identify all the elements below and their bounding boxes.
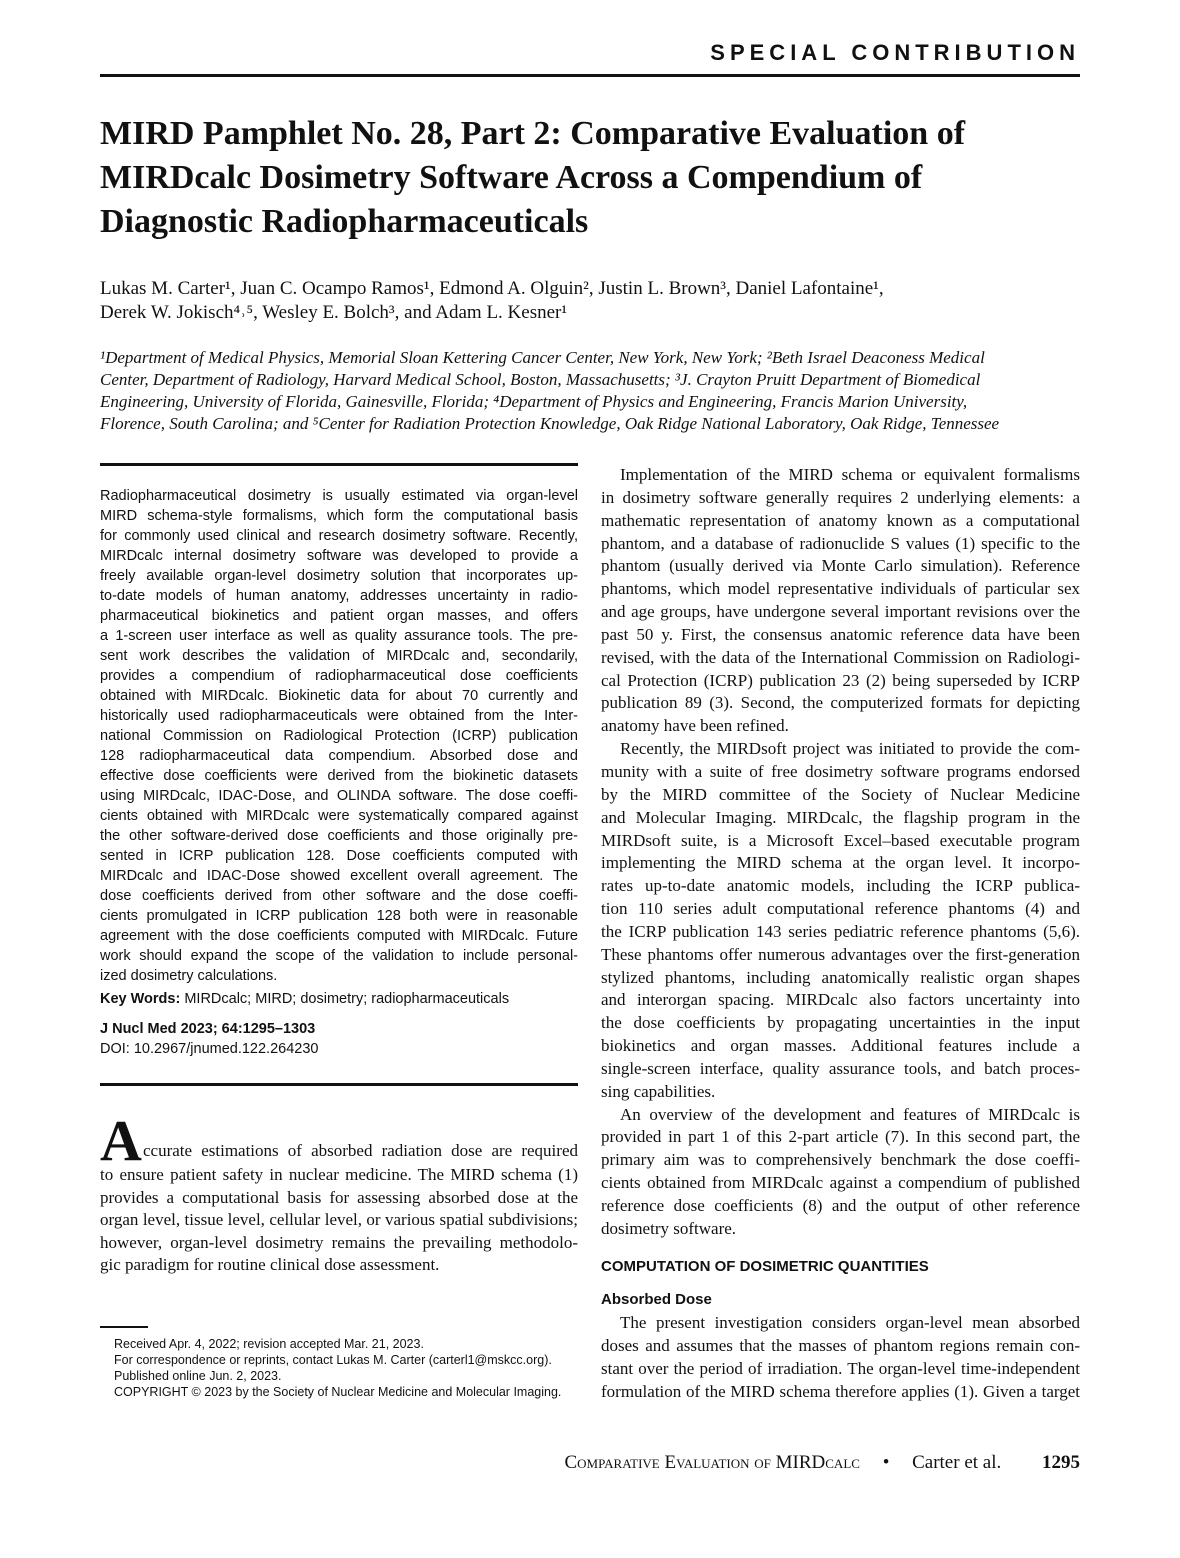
absorbed-dose-text xyxy=(601,1312,1080,1403)
footnotes xyxy=(114,1336,584,1400)
text-line: using MIRDcalc, IDAC-Dose, and OLINDA software. The dose coeffi- xyxy=(100,788,578,804)
text-line: Recently, the MIRDsoft project was initiated to provide the com- xyxy=(620,739,1080,759)
text-line: for commonly used clinical and research dosimetry software. Recently, xyxy=(100,528,578,544)
text-line: phantom, and a database of radionuclide S values (1) specific to the xyxy=(601,533,1080,553)
text-line: ized dosimetry calculations. xyxy=(100,968,278,984)
title-line: MIRD Pamphlet No. 28, Part 2: Comparative Evaluation of xyxy=(100,115,966,152)
footnote: For correspondence or reprints, contact Lukas M. Carter (carterl1@mskcc.org). xyxy=(114,1353,552,1367)
text-line: MIRDcalc internal dosimetry software was developed to provide a xyxy=(100,548,578,564)
text-line: and Molecular Imaging. MIRDcalc, the flagship program in the xyxy=(601,807,1080,827)
text-line: dose coefficients derived from other software and the dose coeffi- xyxy=(100,888,578,904)
text-line: cients obtained with MIRDcalc were systematically compared against xyxy=(100,808,578,824)
text-line: the other software-derived dose coefficients and those originally pre- xyxy=(100,828,578,844)
paragraph xyxy=(601,464,1080,738)
text-line: national Commission on Radiological Protection (ICRP) publication xyxy=(100,728,578,744)
text-line: gic paradigm for routine clinical dose assessment. xyxy=(100,1255,440,1275)
text-line: work should expand the scope of the validation to include personal- xyxy=(100,948,578,964)
affiliation-line: Center, Department of Radiology, Harvard Medical School, Boston, Massachusetts; ³J. Crayton Pruitt Department of Biomedical xyxy=(100,370,981,389)
text-line: agreement with the dose coefficients computed with MIRDcalc. Future xyxy=(100,928,578,944)
text-line: by the MIRD committee of the Society of Nuclear Medicine xyxy=(601,784,1080,804)
intro-first-line: ccurate estimations of absorbed radiation dose are required xyxy=(143,1141,578,1160)
title-line: MIRDcalc Dosimetry Software Across a Compendium of xyxy=(100,159,923,196)
text-line: however, organ-level dosimetry remains the prevailing methodolo- xyxy=(100,1232,578,1252)
text-line: to ensure patient safety in nuclear medicine. The MIRD schema (1) xyxy=(100,1165,578,1184)
right-column-body xyxy=(601,464,1080,1241)
text-line: An overview of the development and features of MIRDcalc is xyxy=(620,1104,1080,1124)
keywords-label: Key Words: xyxy=(100,991,181,1007)
subsection-heading: Absorbed Dose xyxy=(601,1291,712,1308)
footnote: COPYRIGHT © 2023 by the Society of Nuclear Medicine and Molecular Imaging. xyxy=(114,1385,562,1399)
author-line: Derek W. Jokisch⁴˒⁵, Wesley E. Bolch³, and Adam L. Kesner¹ xyxy=(100,302,568,323)
text-line: cients obtained from MIRDcalc against a compendium of published xyxy=(601,1173,1080,1193)
text-line: revised, with the data of the International Commission on Radiologi- xyxy=(601,647,1080,667)
journal-citation: J Nucl Med 2023; 64:1295–1303 xyxy=(100,1021,316,1037)
introduction xyxy=(100,1108,578,1277)
abstract xyxy=(100,486,578,986)
article-title xyxy=(100,112,1090,244)
text-line: Implementation of the MIRD schema or equivalent formalisms xyxy=(620,465,1080,484)
text-line: pharmaceutical biokinetics and patient organ masses, and offers xyxy=(100,608,578,624)
text-line: stant over the period of irradiation. The organ-level time-independent xyxy=(601,1358,1080,1378)
text-line: organ level, tissue level, cellular level, or various spatial subdivisions; xyxy=(100,1210,578,1230)
affiliations xyxy=(100,347,1090,435)
text-line: reference dose coefficients (8) and the output of other reference xyxy=(601,1196,1080,1215)
text-line: The present investigation considers organ-level mean absorbed xyxy=(620,1313,1080,1332)
text-line: Radiopharmaceutical dosimetry is usually estimated via organ-level xyxy=(100,488,578,504)
abstract-top-rule xyxy=(100,463,578,466)
text-line: dosimetry software. xyxy=(601,1218,737,1238)
header-rule xyxy=(100,74,1080,77)
title-line: Diagnostic Radiopharmaceuticals xyxy=(100,203,589,240)
footer-bullet: • xyxy=(882,1452,890,1473)
text-line: MIRD schema-style formalisms, which form the computational basis xyxy=(100,508,578,524)
citation xyxy=(100,1019,578,1059)
text-line: provides a compendium of radiopharmaceutical dose coefficients xyxy=(100,668,578,684)
text-line: the dose coefficients by propagating uncertainties in the input xyxy=(601,1013,1080,1033)
text-line: to-date models of human anatomy, addresses uncertainty in radio- xyxy=(100,588,578,604)
affiliation-line: Engineering, University of Florida, Gainesville, Florida; ⁴Department of Physics and Engineering, Francis Marion University, xyxy=(100,392,968,411)
text-line: 128 radiopharmaceutical data compendium. Absorbed dose and xyxy=(100,748,578,764)
text-line: provided in part 1 of this 2-part article (7). In this second part, the xyxy=(601,1127,1080,1147)
text-line: sent work describes the validation of MIRDcalc and, secondarily, xyxy=(100,648,578,664)
text-line: the ICRP publication 143 series pediatric reference phantoms (5,6). xyxy=(601,921,1080,941)
text-line: MIRDsoft suite, is a Microsoft Excel–based executable program xyxy=(601,830,1080,850)
author-line: Lukas M. Carter¹, Juan C. Ocampo Ramos¹, Edmond A. Olguin², Justin L. Brown³, Daniel Lafontaine¹, xyxy=(100,278,884,299)
text-line: a 1-screen user interface as well as quality assurance tools. The pre- xyxy=(100,628,578,644)
text-line: stylized phantoms, including anatomically realistic organ shapes xyxy=(601,967,1080,987)
text-line: and interorgan spacing. MIRDcalc also factors uncertainty into xyxy=(601,990,1080,1010)
text-line: past 50 y. First, the consensus anatomic reference data have been xyxy=(601,624,1080,644)
footnote-rule xyxy=(100,1326,148,1328)
author-list xyxy=(100,277,1090,325)
keywords xyxy=(100,989,578,1009)
text-line: phantoms, which model representative individuals of particular sex xyxy=(601,579,1080,599)
text-line: MIRDcalc and IDAC-Dose showed excellent overall agreement. The xyxy=(100,868,578,884)
text-line: phantom (usually derived via Monte Carlo simulation). Reference xyxy=(601,556,1080,576)
text-line: primary aim was to comprehensively benchmark the dose coeffi- xyxy=(601,1150,1080,1170)
text-line: implementing the MIRD schema at the organ level. It incorpo- xyxy=(601,853,1080,873)
footnote: Published online Jun. 2, 2023. xyxy=(114,1369,282,1383)
text-line: sented in ICRP publication 128. Dose coefficients computed with xyxy=(100,848,578,864)
page-number: 1295 xyxy=(1042,1452,1080,1473)
text-line: effective dose coefficients were derived from the biokinetic datasets xyxy=(100,768,578,784)
text-line: biokinetics and organ masses. Additional features include a xyxy=(601,1036,1080,1056)
text-line: munity with a suite of free dosimetry software programs endorsed xyxy=(601,761,1080,781)
text-line: anatomy have been refined. xyxy=(601,716,789,736)
paragraph xyxy=(601,1104,1080,1241)
text-line: These phantoms offer numerous advantages over the first-generation xyxy=(601,944,1080,964)
abstract-bottom-rule xyxy=(100,1083,578,1086)
text-line: historically used radiopharmaceuticals were obtained from the Inter- xyxy=(100,708,578,724)
text-line: single-screen interface, quality assurance tools, and batch proces- xyxy=(601,1058,1080,1078)
affiliation-line: Florence, South Carolina; and ⁵Center for Radiation Protection Knowledge, Oak Ridge National Laboratory, Oak Ridge, Tennessee xyxy=(100,414,1000,433)
drop-cap: A xyxy=(100,1108,142,1173)
text-line: freely available organ-level dosimetry solution that incorporates up- xyxy=(100,568,578,584)
footer-authors: Carter et al. xyxy=(912,1452,1002,1473)
text-line: obtained with MIRDcalc. Biokinetic data for about 70 currently and xyxy=(100,688,578,704)
text-line: formulation of the MIRD schema therefore applies (1). Given a target xyxy=(601,1381,1080,1401)
section-label: SPECIAL CONTRIBUTION xyxy=(710,40,1080,65)
paragraph xyxy=(601,738,1080,1104)
text-line: cients promulgated in ICRP publication 128 both were in reasonable xyxy=(100,908,578,924)
affiliation-line: ¹Department of Medical Physics, Memorial Sloan Kettering Cancer Center, New York, New York; ²Beth Israel Deaconess Medical xyxy=(100,348,985,367)
doi: DOI: 10.2967/jnumed.122.264230 xyxy=(100,1041,319,1057)
text-line: sing capabilities. xyxy=(601,1081,716,1101)
text-line: provides a computational basis for assessing absorbed dose at the xyxy=(100,1187,578,1207)
text-line: cal Protection (ICRP) publication 23 (2) being superseded by ICRP xyxy=(601,670,1080,690)
text-line: tion 110 series adult computational reference phantoms (4) and xyxy=(601,899,1080,919)
text-line: in dosimetry software generally requires 2 underlying elements: a xyxy=(601,487,1080,507)
footnote: Received Apr. 4, 2022; revision accepted Mar. 21, 2023. xyxy=(114,1337,424,1351)
page-footer xyxy=(564,1452,1080,1474)
text-line: and age groups, have undergone several important revisions over the xyxy=(601,602,1080,622)
running-title: Comparative Evaluation of MIRDcalc xyxy=(564,1452,860,1473)
section-heading: COMPUTATION OF DOSIMETRIC QUANTITIES xyxy=(601,1258,929,1275)
text-line: rates up-to-date anatomic models, including the ICRP publica- xyxy=(601,876,1080,896)
keywords-text: MIRDcalc; MIRD; dosimetry; radiopharmaceuticals xyxy=(180,991,510,1007)
text-line: publication 89 (3). Second, the computerized formats for depicting xyxy=(601,693,1080,713)
text-line: doses and assumes that the masses of phantom regions remain con- xyxy=(601,1335,1080,1355)
text-line: mathematic representation of anatomy known as a computational xyxy=(601,510,1080,530)
